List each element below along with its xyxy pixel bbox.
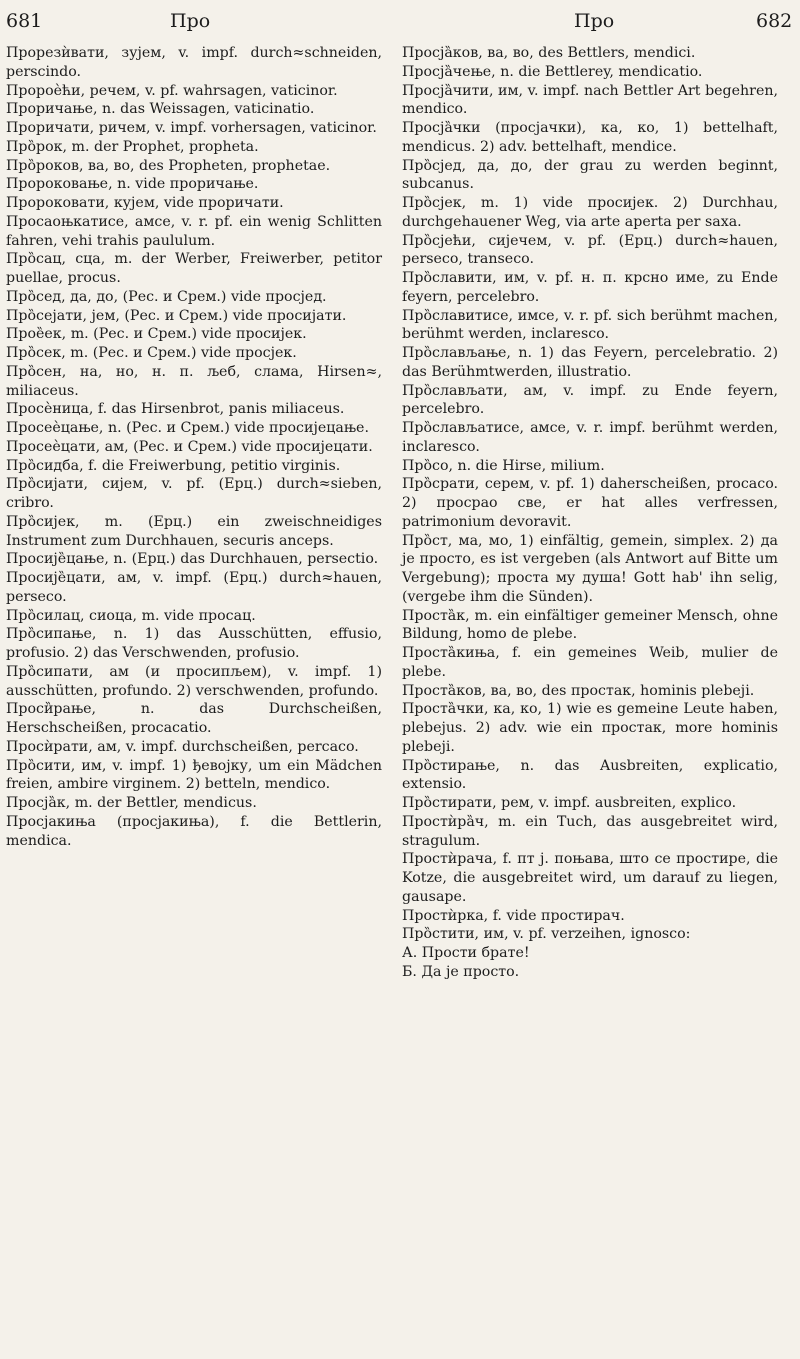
dictionary-entry	[402, 700, 778, 756]
entry-definition: f. das Hirsenbrot, panis miliaceus.	[97, 401, 345, 418]
entry-headword: Про̏сидба,	[6, 457, 84, 474]
dictionary-entry	[6, 400, 382, 419]
entry-headword: Про̏роков,	[6, 157, 84, 174]
dictionary-entry	[6, 138, 382, 157]
entry-headword: Проста̏ков,	[402, 682, 487, 699]
entry-definition: ка, ко, 1) wie es gemeine Leute haben, plebejus. 2) adv. wie ein простак, more hominis plebeji.	[402, 701, 779, 755]
entry-definition: m. ein einfältiger gemeiner Mensch, ohne Bildung, homo de plebe.	[402, 607, 779, 643]
entry-definition: кујем, vide проричати.	[113, 195, 284, 211]
entry-definition: n. das Weissagen, vaticinatio.	[102, 101, 315, 118]
entry-definition: f. ein gemeines Weib, mulier de plebe.	[402, 645, 778, 680]
entry-definition: ва, во, des простак, hominis plebeji.	[490, 682, 755, 699]
dictionary-entry	[402, 794, 778, 813]
entry-headword: Проста̏чки,	[402, 701, 489, 718]
entry-definition: n. (Ерц.) das Durchhauen, persectio.	[113, 551, 379, 568]
dictionary-entry	[6, 438, 382, 457]
dictionary-entry	[402, 194, 778, 232]
dictionary-entry	[6, 813, 382, 851]
entry-headword: Проричање,	[6, 101, 98, 118]
entry-headword: Про̏сити,	[6, 757, 76, 774]
entry-definition: m. (Рес. и Срем.) vide просијек.	[70, 326, 307, 343]
entry-headword: Про̏со,	[402, 457, 453, 474]
dictionary-entry	[6, 663, 382, 701]
dictionary-entry	[402, 907, 778, 926]
entry-headword: Про̏сијек,	[6, 513, 80, 530]
entry-definition: им, v. pf. verzeihen, ignosco:	[483, 926, 691, 943]
entry-definition: да, до, der grau zu werden beginnt, subcanus.	[402, 157, 778, 193]
dictionary-entry	[6, 325, 382, 344]
running-title-right: Про	[574, 10, 615, 32]
dictionary-entry	[6, 794, 382, 813]
entry-headword: Просије̏цати,	[6, 570, 106, 586]
entry-headword: Прое̏ек,	[6, 326, 67, 343]
entry-definition: ма, мо, 1) einfältig, gemein, simplex. 2) да је просто, es ist vergeben (als Antwort auf Bitte um Vergebung); проста му душа! Gott hab' ihn selig, (vergebe ihm die Sünden).	[402, 532, 778, 605]
entry-headword: Проричати,	[6, 120, 95, 136]
dictionary-entry	[402, 532, 778, 607]
entry-definition: f. die Freiwerbung, petitio virginis.	[88, 457, 341, 474]
entry-definition: ам, v. impf. zu Ende feyern, percelebro.	[402, 382, 778, 418]
dictionary-entry	[6, 625, 382, 663]
entry-definition: (просјакиња), f. die Bettlerin, mendica.	[6, 813, 382, 849]
dictionary-entry	[6, 344, 382, 363]
entry-headword: Просеѐцање,	[6, 420, 104, 436]
entry-definition: Б. Да је просто.	[402, 963, 520, 980]
entry-headword: Про̏слављати,	[402, 382, 508, 399]
entry-headword: Просја̏ков,	[402, 45, 483, 61]
entry-headword: Просја̏чки	[402, 120, 481, 136]
dictionary-entry	[402, 475, 778, 531]
page-number-right: 682	[756, 10, 793, 32]
dictionary-entry	[402, 607, 778, 645]
entry-headword: Просије̏цање,	[6, 551, 109, 568]
entry-definition: m. (Ерц.) ein zweischneidiges Instrument zum Durchhauen, securis anceps.	[6, 513, 382, 549]
dictionary-entry	[402, 850, 778, 906]
entry-definition: им, v. impf. nach Bettler Art begehren, mendico.	[402, 82, 778, 118]
entry-headword: Просеѐцати,	[6, 438, 101, 455]
dictionary-entry	[402, 644, 778, 682]
entry-definition: ва, во, des Propheten, prophetae.	[88, 157, 331, 174]
entry-headword: Простѝрача,	[402, 851, 498, 868]
entry-headword: Про̏стирати,	[402, 795, 497, 811]
entry-definition: n. vide проричање.	[117, 176, 259, 193]
entry-definition: сијечем, v. pf. (Ерц.) durch≈hauen, perseco, transeco.	[402, 232, 778, 268]
dictionary-entry	[6, 213, 382, 251]
entry-headword: Про̏сјећи,	[402, 232, 476, 249]
entry-definition: f. vide простирач.	[492, 907, 625, 924]
dictionary-entry	[6, 82, 382, 101]
entry-definition: амсе, v. r. impf. berühmt werden, inclaresco.	[402, 420, 778, 455]
entry-headword: Просѐница,	[6, 401, 94, 418]
dictionary-entry	[402, 157, 778, 195]
entry-headword: Просја̏чење,	[402, 63, 496, 80]
dictionary-entry	[402, 757, 778, 795]
dictionary-entry	[6, 363, 382, 401]
entry-headword: Простѝра̏ч,	[402, 813, 489, 830]
running-title-left: Про	[170, 10, 211, 32]
dictionary-entry	[6, 738, 382, 757]
entry-headword: Про̏слављање,	[402, 345, 511, 361]
entry-definition: имсе, v. r. pf. sich berühmt machen, berühmt werden, inclaresco.	[402, 307, 778, 343]
entry-definition: им, v. pf. н. п. крсно име, zu Ende feyern, percelebro.	[402, 270, 778, 305]
entry-definition: n. 1) das Ausschütten, effusio, profusio. 2) das Verschwenden, profusio.	[6, 626, 382, 661]
entry-headword: Про̏сјед,	[402, 157, 466, 174]
dictionary-entry	[6, 157, 382, 176]
entry-definition: на, но, н. п. љеб, слама, Hirsen≈, miliaceus.	[6, 363, 382, 399]
entry-headword: Про̏сац,	[6, 251, 67, 268]
entry-definition: m. der Bettler, mendicus.	[74, 795, 257, 811]
dictionary-entry	[402, 457, 778, 476]
dictionary-entry	[402, 232, 778, 270]
entry-headword: Про̏славитисе,	[402, 307, 514, 324]
entry-definition: ам, (Рес. и Срем.) vide просијецати.	[104, 438, 373, 455]
dictionary-entry	[402, 119, 778, 157]
dictionary-entry	[402, 44, 778, 63]
entry-headword: Простѝрка,	[402, 907, 489, 924]
entry-definition: (просјачки), ка, ко, 1) bettelhaft, mendicus. 2) adv. bettelhaft, mendice.	[402, 120, 778, 155]
dictionary-entry	[402, 682, 778, 701]
entry-headword: Проста̏киња,	[402, 645, 500, 661]
entry-definition: ам, v. impf. (Ерц.) durch≈hauen, perseco.	[6, 570, 382, 605]
entry-headword: Проси̏рање,	[6, 701, 97, 718]
entry-definition: ам, v. impf. durchscheißen, percaco.	[97, 738, 359, 755]
dictionary-entry	[6, 475, 382, 513]
dictionary-entry	[6, 175, 382, 194]
dictionary-entry	[402, 63, 778, 82]
dictionary-entry	[402, 813, 778, 851]
dictionary-entry	[6, 288, 382, 307]
entry-headword: Про̏стирање,	[402, 757, 500, 774]
dictionary-entry	[402, 419, 778, 457]
entry-definition: серем, v. pf. 1) daherscheißen, procaco. 2) просрао све, er hat alles verfressen, patrimonium devoravit.	[402, 476, 778, 530]
entry-headword: Про̏сен,	[6, 363, 67, 380]
dictionary-entry	[402, 925, 778, 944]
dictionary-entry	[402, 269, 778, 307]
dictionary-entry	[402, 82, 778, 120]
dictionary-entry	[402, 944, 778, 963]
dictionary-entry	[6, 419, 382, 438]
entry-headword: Просјакиња	[6, 813, 96, 830]
dictionary-entry	[402, 382, 778, 420]
entry-headword: Про̏ст,	[402, 532, 453, 549]
entry-definition: m. 1) vide просијек. 2) Durchhau, durchgehauener Weg, via arte aperta per saxa.	[402, 195, 778, 230]
entry-definition: рем, v. impf. ausbreiten, explico.	[501, 795, 737, 811]
entry-headword: Пророковати,	[6, 195, 110, 211]
entry-headword: Просаоњкатисе,	[6, 213, 129, 230]
dictionary-entry	[6, 194, 382, 213]
entry-definition: ричем, v. impf. vorhersagen, vaticinor.	[98, 120, 377, 136]
entry-definition: n. 1) das Feyern, percelebratio. 2) das Berühmtwerden, illustratio.	[402, 345, 779, 380]
entry-headword: Про̏срати,	[402, 476, 480, 493]
entry-headword: Про̏слављатисе,	[402, 420, 524, 436]
entry-definition: речем, v. pf. wahrsagen, vaticinor.	[89, 82, 338, 99]
dictionary-entry	[402, 963, 778, 982]
entry-headword: Про̏сјек,	[402, 195, 467, 211]
dictionary-entry	[6, 513, 382, 551]
entry-definition: зујем, v. impf. durch≈schneiden, perscindo.	[6, 45, 382, 80]
entry-definition: n. die Hirse, milium.	[457, 457, 605, 474]
dictionary-entry	[6, 550, 382, 569]
entry-definition: f. пт ј. поњава, што се простире, die Kotze, die ausgebreitet wird, um darauf zu liegen, gausape.	[402, 851, 778, 905]
dictionary-entry	[402, 307, 778, 345]
dictionary-entry	[6, 119, 382, 138]
entry-headword: Про̏сек,	[6, 345, 66, 361]
entry-headword: Просја̏к,	[6, 795, 71, 811]
entry-definition: јем, (Рес. и Срем.) vide просијати.	[91, 307, 347, 324]
dictionary-entry	[6, 569, 382, 607]
entry-definition: сиоца, m. vide просац.	[89, 607, 256, 624]
entry-headword: Пророковање,	[6, 176, 113, 193]
left-column	[6, 44, 382, 850]
entry-headword: Про̏сипати,	[6, 663, 94, 680]
dictionary-entry	[6, 607, 382, 626]
entry-definition: А. Прости брате!	[402, 945, 530, 961]
entry-definition: сијем, v. pf. (Ерц.) durch≈sieben, cribro.	[6, 476, 382, 511]
entry-definition: m. der Prophet, propheta.	[71, 138, 259, 155]
entry-definition: да, до, (Рес. и Срем.) vide просјед.	[70, 288, 327, 305]
entry-headword: Про̏сијати,	[6, 476, 89, 493]
entry-headword: Про̏славити,	[402, 270, 497, 286]
entry-definition: ва, во, des Bettlers, mendici.	[487, 45, 696, 61]
entry-headword: Проста̏к,	[402, 607, 470, 624]
entry-headword: Просја̏чити,	[402, 82, 494, 99]
right-column	[402, 44, 778, 982]
dictionary-entry	[6, 100, 382, 119]
entry-definition: сца, m. der Werber, Freiwerber, petitor puellae, procus.	[6, 251, 382, 286]
entry-headword: Про̏стити,	[402, 926, 480, 943]
entry-definition: m. ein Tuch, das ausgebreitet wird, stragulum.	[402, 813, 778, 849]
entry-headword: Про̏силац,	[6, 607, 85, 624]
entry-definition: n. das Ausbreiten, explicatio, extensio.	[402, 757, 778, 793]
entry-definition: n. (Рес. и Срем.) vide просијецање.	[107, 420, 369, 436]
entry-definition: ам (и просипљем), v. impf. 1) ausschütten, profundo. 2) verschwenden, profundo.	[6, 663, 382, 699]
entry-definition: им, v. impf. 1) ђевојку, um ein Mädchen freien, ambire virginem. 2) betteln, mendico.	[6, 757, 382, 793]
dictionary-entry	[6, 44, 382, 82]
page-header	[0, 0, 800, 46]
dictionary-entry	[6, 307, 382, 326]
entry-definition: m. (Рес. и Срем.) vide просјек.	[70, 345, 297, 361]
dictionary-entry	[6, 700, 382, 738]
dictionary-entry	[6, 457, 382, 476]
entry-definition: амсе, v. r. pf. ein wenig Schlitten fahren, vehi trahis paululum.	[6, 213, 382, 249]
entry-headword: Про̏сипање,	[6, 626, 97, 643]
entry-headword: Прорезѝвати,	[6, 45, 109, 61]
entry-definition: n. die Bettlerey, mendicatio.	[500, 63, 703, 80]
entry-headword: Про̏сејати,	[6, 307, 88, 324]
dictionary-entry	[6, 250, 382, 288]
entry-headword: Про̏сед,	[6, 288, 66, 305]
entry-headword: Просѝрати,	[6, 738, 93, 755]
entry-headword: Пророѐћи,	[6, 82, 86, 99]
page-number-left: 681	[6, 10, 43, 32]
dictionary-entry	[402, 344, 778, 382]
entry-definition: n. das Durchscheißen, Herschscheißen, procacatio.	[6, 701, 383, 736]
entry-headword: Про̏рок,	[6, 138, 67, 155]
dictionary-entry	[6, 757, 382, 795]
